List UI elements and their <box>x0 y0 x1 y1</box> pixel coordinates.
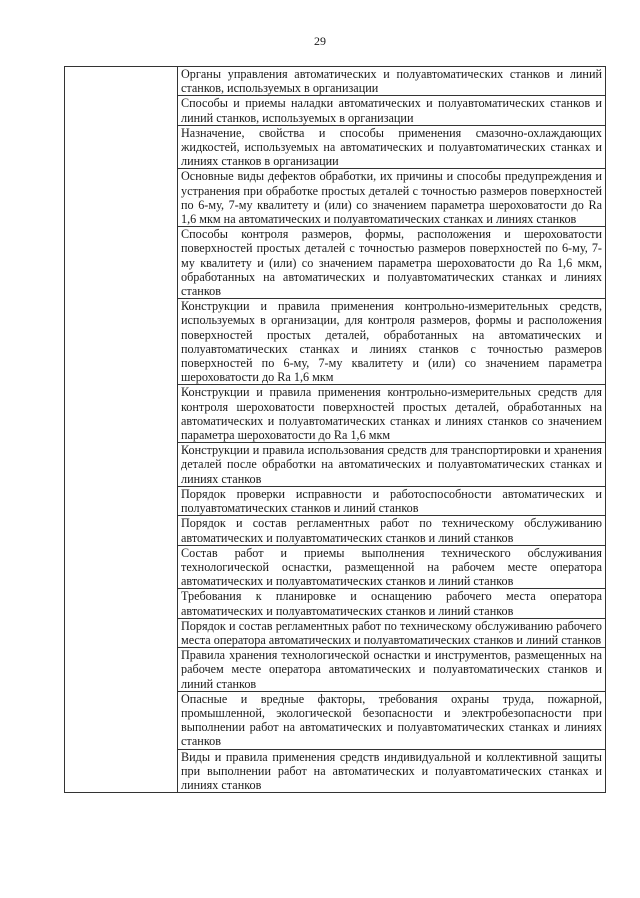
table-cell-text: Виды и правила применения средств индивидуальной и коллективной защиты при выполнении работ на автоматических и полуавтоматических станках и линиях станков <box>178 749 606 793</box>
knowledge-table <box>64 66 606 793</box>
table-cell-text: Правила хранения технологической оснастки и инструментов, размещенных на рабочем месте оператора автоматических и полуавтоматических станков и линий станков <box>178 648 606 692</box>
page-number: 29 <box>314 34 326 48</box>
table-row <box>65 67 606 96</box>
table-cell-text: Конструкции и правила использования средств для транспортировки и хранения деталей после обработки на автоматических и полуавтоматических станках и линиях станков <box>178 443 606 487</box>
table-cell-text: Требования к планировке и оснащению рабочего места оператора автоматических и полуавтоматических станков и линий станков <box>178 589 606 618</box>
table-cell-text: Порядок и состав регламентных работ по техническому обслуживанию автоматических и полуавтоматических станков и линий станков <box>178 516 606 545</box>
table-cell-text: Конструкции и правила применения контрольно-измерительных средств, используемых в организации, для контроля размеров, формы и расположения поверхностей простых деталей, обработанных на автоматических и полуавтоматических станках и линиях станков с точностью размеров поверхностей по 6-му, 7-му квалитету и (или) со значением параметра шероховатости до Ra 1,6 мкм <box>178 299 606 385</box>
table-cell-text: Способы и приемы наладки автоматических и полуавтоматических станков и линий станков, используемых в организации <box>178 96 606 125</box>
table-cell-text: Порядок проверки исправности и работоспособности автоматических и полуавтоматических станков и линий станков <box>178 486 606 515</box>
requirements-label-cell <box>65 67 178 793</box>
table-cell-text: Порядок и состав регламентных работ по техническому обслуживанию рабочего места оператора автоматических и полуавтоматических станков и линий станков <box>178 618 606 647</box>
table-cell-text: Основные виды дефектов обработки, их причины и способы предупреждения и устранения при обработке простых деталей с точностью размеров поверхностей по 6-му, 7-му квалитету и (или) со значением параметра шероховатости до Ra 1,6 мкм на автоматических и полуавтоматических станках и линиях станков <box>178 169 606 227</box>
table-cell-text: Назначение, свойства и способы применения смазочно-охлаждающих жидкостей, используемых на автоматических и полуавтоматических станках и линиях станков в организации <box>178 125 606 169</box>
table-cell-text: Способы контроля размеров, формы, расположения и шероховатости поверхностей простых деталей с точностью размеров поверхностей по 6-му, 7-му квалитету и (или) со значением параметра шероховатости до Ra 1,6 мкм, обработанных на автоматических и полуавтоматических станках и линиях станков <box>178 227 606 299</box>
table-cell-text: Конструкции и правила применения контрольно-измерительных средств для контроля шероховатости поверхностей простых деталей, обработанных на автоматических и полуавтоматических станках и линиях станков со значением параметра шероховатости до Ra 1,6 мкм <box>178 385 606 443</box>
table-cell-text: Состав работ и приемы выполнения технического обслуживания технологической оснастки, размещенной на рабочем месте оператора автоматических и полуавтоматических станков и линий станков <box>178 545 606 589</box>
table-cell-text: Органы управления автоматических и полуавтоматических станков и линий станков, используемых в организации <box>178 67 606 96</box>
table-cell-text: Опасные и вредные факторы, требования охраны труда, пожарной, промышленной, экологической безопасности и электробезопасности при выполнении работ на автоматических и полуавтоматических станках и линиях станков <box>178 691 606 749</box>
